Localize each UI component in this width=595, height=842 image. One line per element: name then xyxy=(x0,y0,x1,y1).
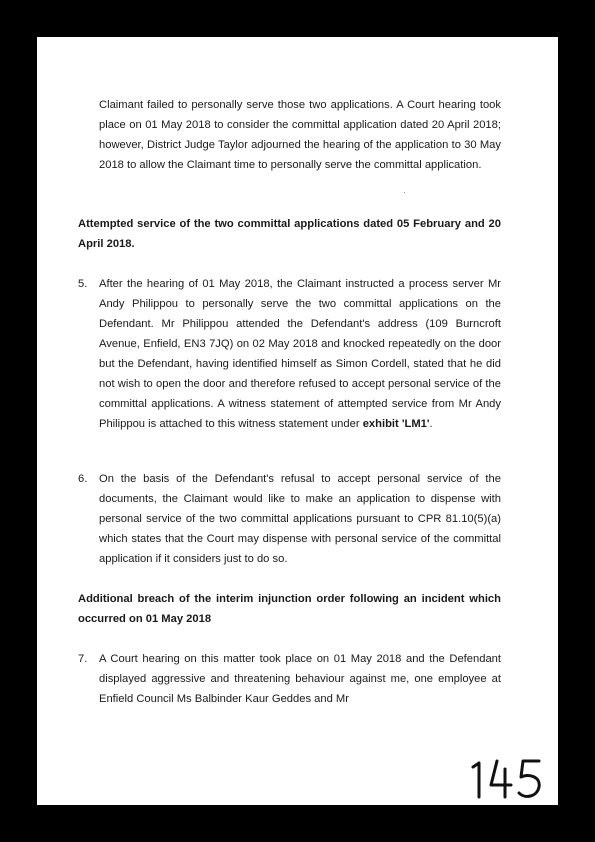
item-5-text-end: . xyxy=(429,418,433,430)
item-number-7: 7. xyxy=(78,653,88,665)
section-heading-attempted-service: Attempted service of the two committal applications dated 05 February and 20 April 2018. xyxy=(78,218,501,250)
scan-speck xyxy=(404,192,405,193)
intro-paragraph: Claimant failed to personally serve those two applications. A Court hearing took place on 01 May 2018 to consider the committal application dated 20 April 2018; however, District Judge Taylor adjourned the hearing of the application to 30 May 2018 to allow the Claimant time to personally serve the committal application. xyxy=(99,99,501,171)
item-6-paragraph: On the basis of the Defendant's refusal to accept personal service of the documents, the Claimant would like to make an application to dispense with personal service of the two committal applications pursuant to CPR 81.10(5)(a) which states that the Court may dispense with personal service of the committal application if it considers just to do so. xyxy=(99,473,501,565)
document-page xyxy=(37,37,558,805)
item-number-6: 6. xyxy=(78,473,88,485)
item-5-text: After the hearing of 01 May 2018, the Claimant instructed a process server Mr Andy Philippou to personally serve the two committal applications on the Defendant. Mr Philippou attended the Defendant's address (109 Burncroft Avenue, Enfield, EN3 7JQ) on 02 May 2018 and knocked repeatedly on the door but the Defendant, having identified himself as Simon Cordell, stated that he did not wish to open the door and therefore refused to accept personal service of the committal applications. A witness statement of attempted service from Mr Andy Philippou is attached to this witness statement under xyxy=(99,278,501,430)
exhibit-reference: exhibit 'LM1' xyxy=(362,418,430,430)
item-5-paragraph xyxy=(99,274,501,434)
section-heading-additional-breach: Additional breach of the interim injunction order following an incident which occurred on 01 May 2018 xyxy=(78,593,501,625)
item-number-5: 5. xyxy=(78,278,88,290)
handwritten-page-number xyxy=(467,755,547,801)
item-7-paragraph: A Court hearing on this matter took place on 01 May 2018 and the Defendant displayed aggressive and threatening behaviour against me, one employee at Enfield Council Ms Balbinder Kaur Geddes and Mr xyxy=(99,653,501,705)
